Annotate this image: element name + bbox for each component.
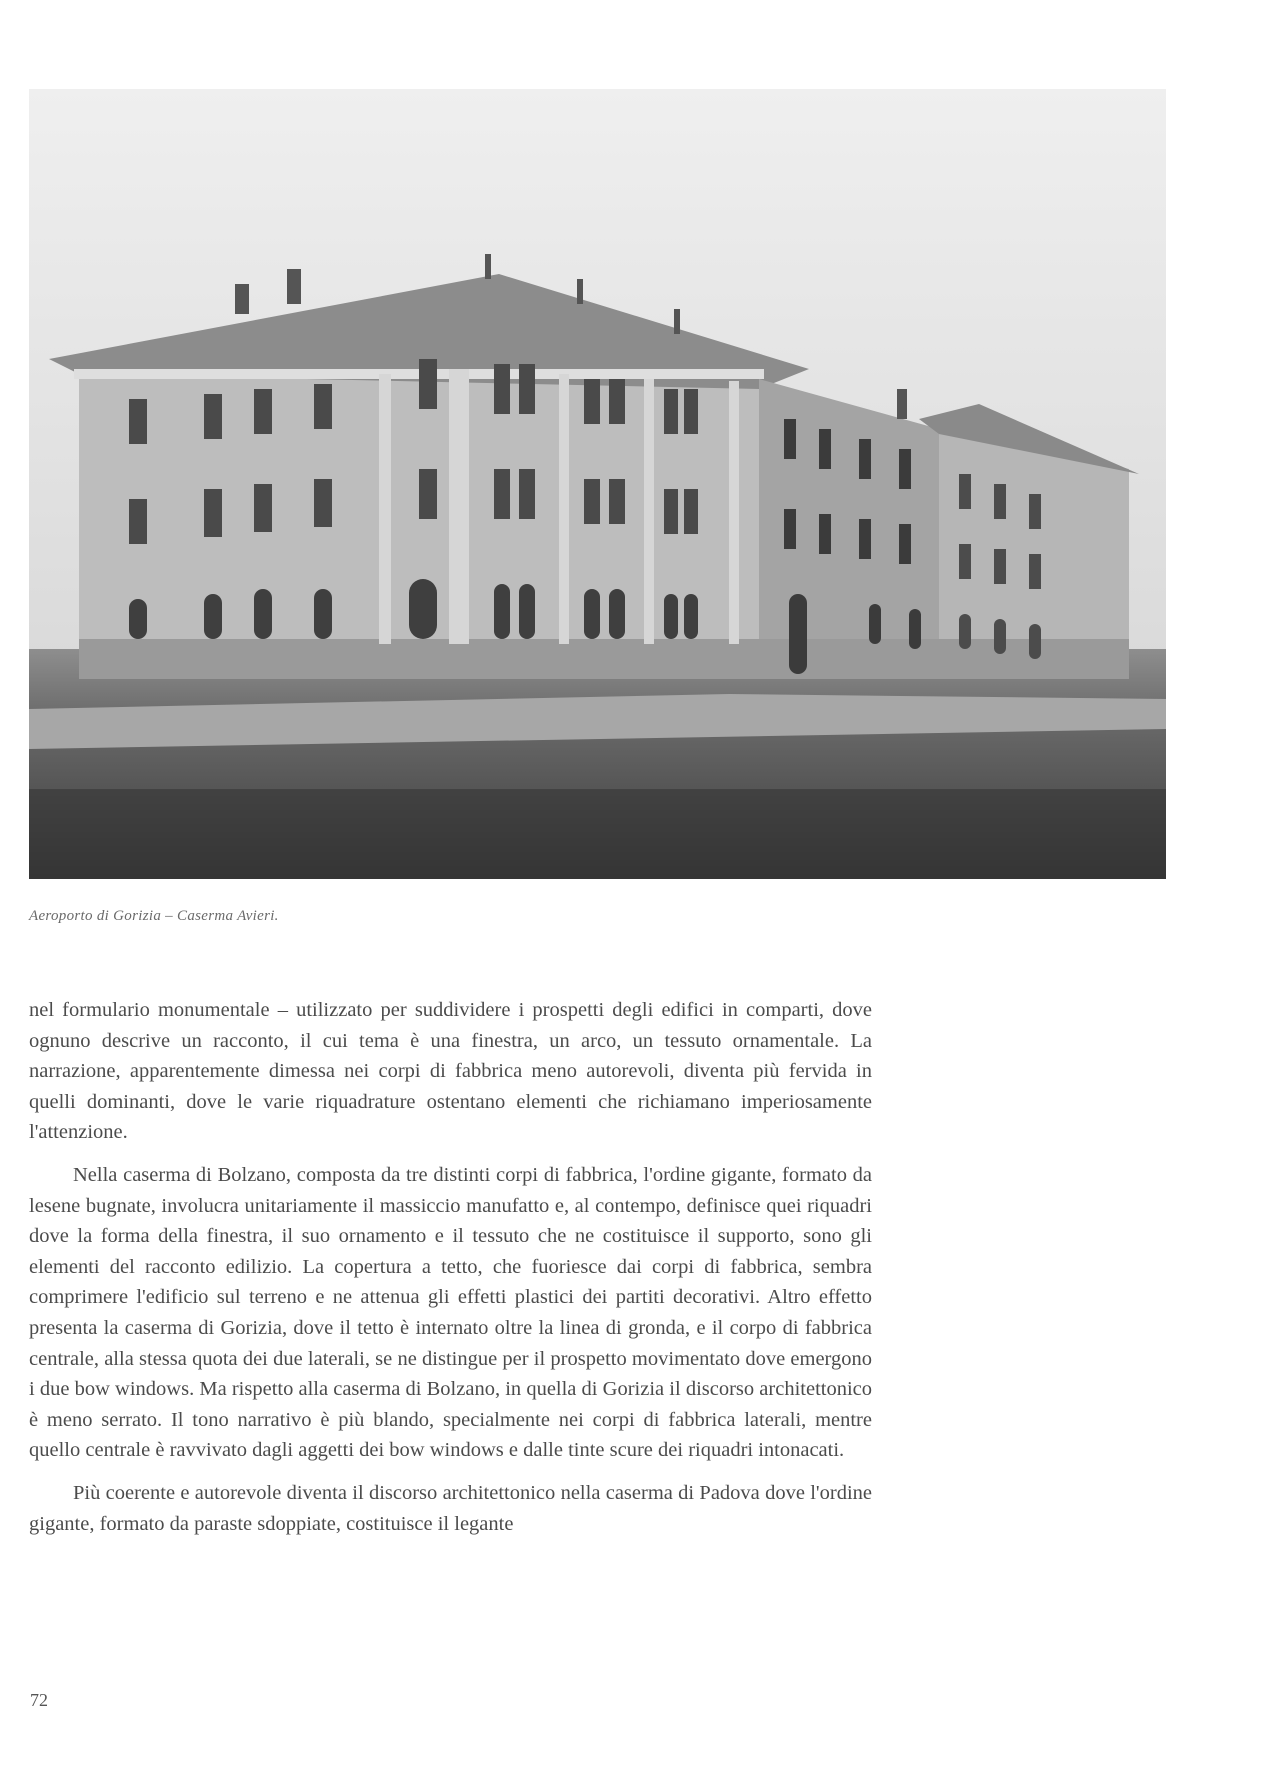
barracks-photograph <box>29 89 1166 879</box>
page-number: 72 <box>30 1690 48 1710</box>
paragraph: nel formulario monumentale – utilizzato per suddividere i prospetti degli edifici in comparti, dove ognuno descrive un racconto, il cui tema è una finestra, un arco, un tessuto ornamentale. La narrazione, apparentemente dimessa nei corpi di fabbrica meno autorevoli, diventa più fervida in quelli dominanti, dove le varie riquadrature ostentano elementi che richiamano imperiosamente l'attenzione. <box>29 999 872 1144</box>
barracks-photo-drawing <box>29 89 1166 879</box>
photo-caption: Aeroporto di Gorizia – Caserma Avieri. <box>29 908 279 924</box>
paragraph: Più coerente e autorevole diventa il discorso architettonico nella caserma di Padova dove l'ordine gigante, formato da paraste sdoppiate, costituisce il legante <box>29 1481 872 1535</box>
paragraph: Nella caserma di Bolzano, composta da tre distinti corpi di fabbrica, l'ordine gigante, formato da lesene bugnate, involucra unitariamente il massiccio manufatto e, al contempo, definisce quei riquadri dove la forma della finestra, il suo ornamento e il tessuto che ne costituisce il supporto, sono gli elementi del racconto edilizio. La copertura a tetto, che fuoriesce dai corpi di fabbrica, sembra comprimere l'edificio sul terreno e ne attenua gli effetti plastici dei partiti decorativi. Altro effetto presenta la caserma di Gorizia, dove il tetto è internato oltre la linea di gronda, e il corpo di fabbrica centrale, alla stessa quota dei due laterali, se ne distingue per il prospetto movimentato dove emergono i due bow windows. Ma rispetto alla caserma di Bolzano, in quella di Gorizia il discorso architettonico è meno serrato. Il tono narrativo è più blando, specialmente nei corpi di fabbrica laterali, mentre quello centrale è ravvivato dagli aggetti dei bow windows e dalle tinte scure dei riquadri intonacati. <box>29 1163 872 1462</box>
body-text <box>29 995 872 1551</box>
